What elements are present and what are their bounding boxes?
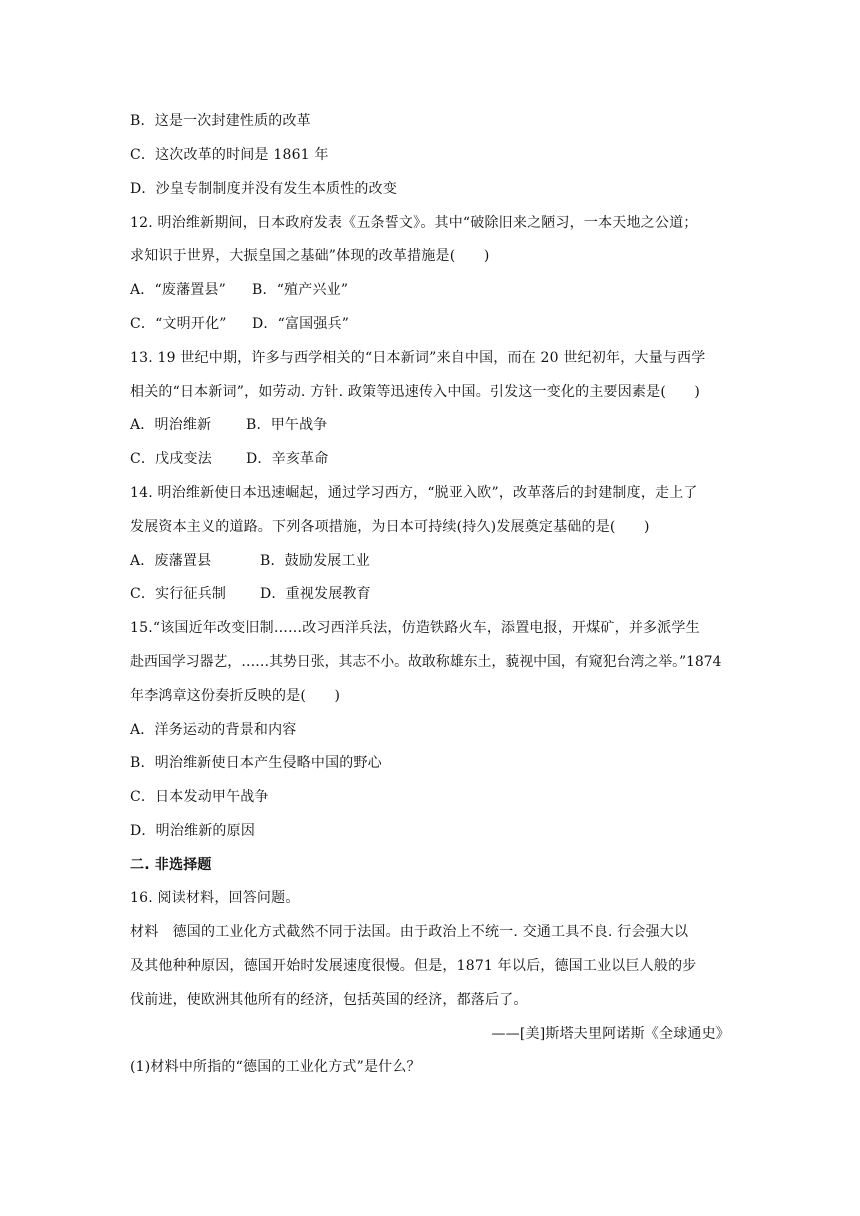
q16-stem: 16. 阅读材料，回答问题。 (130, 890, 300, 906)
q15-option-c: C．日本发动甲午战争 (130, 789, 269, 805)
q16-subquestion-1: (1)材料中所指的“德国的工业化方式”是什么？ (130, 1059, 421, 1075)
q13-option-a: A．明治维新 (130, 417, 212, 433)
q13-options-row-2 (130, 449, 730, 469)
q11-option-c: C．这次改革的时间是 1861 年 (130, 147, 329, 163)
q12-option-a: A．“废藩置县” (130, 282, 227, 298)
q13-stem-line-2: 相关的“日本新词”，如劳动. 方针. 政策等迅速传入中国。引发这一变化的主要因素是( ) (130, 384, 701, 400)
q13-options-row-1 (130, 415, 730, 435)
q14-stem-line-1: 14. 明治维新使日本迅速崛起，通过学习西方，“脱亚入欧”，改革落后的封建制度，走上了 (130, 485, 698, 501)
q12-stem-line-1: 12. 明治维新期间，日本政府发表《五条誓文》。其中“破除旧来之陋习，一本天地之公道； (130, 215, 698, 231)
q13-option-b: B．甲午战争 (246, 417, 328, 433)
q14-stem-line-2: 发展资本主义的道路。下列各项措施，为日本可持续(持久)发展奠定基础的是( ) (130, 519, 650, 535)
q16-material-line-2: 及其他种种原因，德国开始时发展速度很慢。但是，1871 年以后，德国工业以巨人般的步 (130, 958, 697, 974)
section-2-heading: 二. 非选择题 (130, 857, 212, 873)
q12-options-row-1 (130, 280, 730, 300)
q14-option-a: A．废藩置县 (130, 553, 212, 569)
q14-option-d: D．重视发展教育 (260, 586, 371, 602)
q12-stem-line-2: 求知识于世界，大振皇国之基础”体现的改革措施是( ) (130, 248, 490, 264)
q12-option-b: B．“殖产兴业” (252, 282, 349, 298)
q11-option-b: B．这是一次封建性质的改革 (130, 113, 311, 129)
q13-stem-line-1: 13. 19 世纪中期，许多与西学相关的“日本新词”来自中国，而在 20 世纪初年，大量与西学 (130, 350, 706, 366)
q16-material-line-3: 伐前进，使欧洲其他所有的经济，包括英国的经济，都落后了。 (130, 992, 528, 1008)
q15-stem-line-1: 15.“该国近年改变旧制……改习西洋兵法，仿造铁路火车，添置电报，开煤矿，并多派学生 (130, 620, 700, 636)
q12-options-row-2 (130, 314, 730, 334)
q11-option-d: D．沙皇专制制度并没有发生本质性的改变 (130, 181, 398, 197)
q14-options-row-1 (130, 551, 730, 571)
q15-stem-line-2: 赴西国学习器艺，……其势日张，其志不小。故敢称雄东土，藐视中国，有窥犯台湾之举。”1874 (130, 654, 722, 670)
q14-options-row-2 (130, 584, 730, 604)
q16-material-source: ——[美]斯塔夫里阿诺斯《全球通史》 (491, 1026, 730, 1042)
q14-option-c: C．实行征兵制 (130, 586, 227, 602)
q15-option-b: B．明治维新使日本产生侵略中国的野心 (130, 755, 382, 771)
q12-option-d: D．“富国强兵” (252, 316, 350, 332)
q15-stem-line-3: 年李鸿章这份奏折反映的是( ) (130, 688, 341, 704)
q16-material-line-1: 材料 德国的工业化方式截然不同于法国。由于政治上不统一. 交通工具不良. 行会强大以 (130, 924, 689, 940)
q13-option-c: C．戊戌变法 (130, 451, 212, 467)
q15-option-d: D．明治维新的原因 (130, 823, 256, 839)
q15-option-a: A．洋务运动的背景和内容 (130, 722, 297, 738)
q12-option-c: C．“文明开化” (130, 316, 227, 332)
q13-option-d: D．辛亥革命 (246, 451, 329, 467)
q14-option-b: B．鼓励发展工业 (260, 553, 370, 569)
